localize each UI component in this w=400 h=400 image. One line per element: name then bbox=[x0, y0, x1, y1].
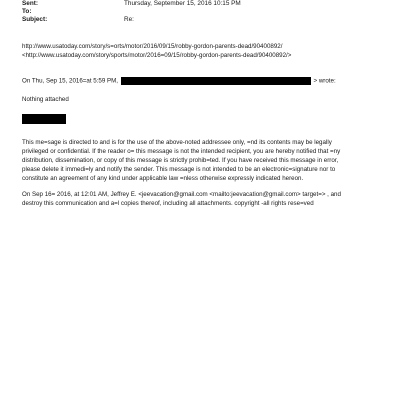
nothing-attached-text: Nothing attached bbox=[22, 96, 69, 103]
reply-header-suffix: > wrote: bbox=[313, 77, 336, 85]
reply-header-prefix: On Thu, Sep 15, 2016=at 5:59 PM, bbox=[22, 77, 119, 85]
quoted-line: destroy this communication and a=l copies thereof, including all attachments. copyright -all rights rese=ved bbox=[22, 199, 314, 207]
article-link[interactable]: http://www.usatoday.com/story/s=orts/motor/2016/09/15/robby-gordon-parents-dead/90400892/ bbox=[22, 43, 283, 50]
subject-value: Re: bbox=[124, 16, 134, 23]
quoted-message bbox=[22, 191, 384, 209]
disclaimer-line: please delete it immedi=ly and notify the sender. This message is not intended to be an electronic=signature nor to bbox=[22, 165, 336, 173]
quoted-line: On Sep 16= 2016, at 12:01 AM, Jeffrey E. <jeevacation@gmail.com <mailto:jeevacation@gmail.com> target=> , and bbox=[22, 191, 341, 198]
redaction-bar-signature bbox=[22, 114, 66, 124]
sent-label: Sent: bbox=[22, 0, 38, 7]
article-link-bracketed[interactable]: <http://www.usatoday.com/story/sports/motor/2016=09/15/robby-gordon-parents-dead/90400892/> bbox=[22, 52, 292, 59]
subject-label: Subject: bbox=[22, 16, 48, 23]
sent-value: Thursday, September 15, 2016 10:15 PM bbox=[124, 0, 241, 7]
disclaimer-line: constitute an agreement of any kind under applicable law =nless otherwise expressly indicated hereon. bbox=[22, 174, 304, 182]
disclaimer-line: privileged or confidential. If the reader o= this message is not the intended recipient, you are hereby notified that =ny bbox=[22, 147, 341, 155]
reply-header bbox=[22, 77, 336, 87]
confidentiality-disclaimer bbox=[22, 139, 384, 184]
to-label: To: bbox=[22, 8, 32, 15]
redaction-bar bbox=[121, 77, 311, 85]
disclaimer-line: This me=sage is directed to and is for the use of the above-noted addressee only, =nd its contents may be legally bbox=[22, 139, 332, 146]
disclaimer-line: distribution, dissemination, or copy of this message is strictly prohib=ted. If you have received this message in error, bbox=[22, 156, 339, 164]
